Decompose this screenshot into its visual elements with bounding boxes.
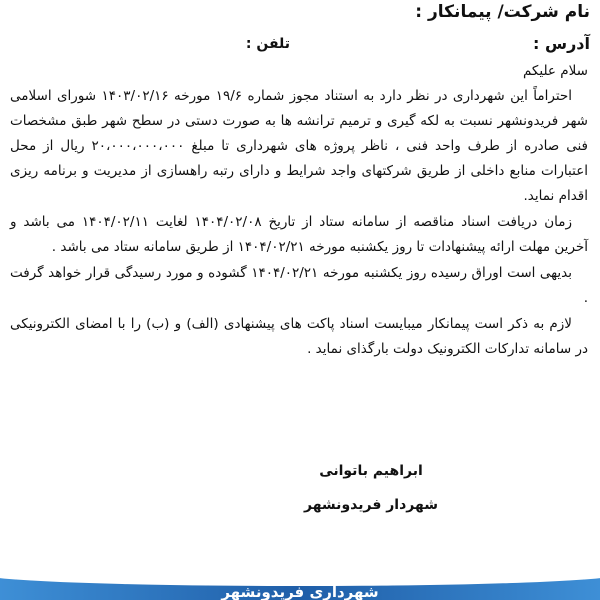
paragraph-opening-date: بدیهی است اوراق رسیده روز یکشنبه مورخه ۱۴۰۴/۰۲/۲۱ گشوده و مورد رسیدگی قرار خواهد گرفت . [10, 265, 588, 306]
banner-text: شهرداری فریدونشهر [221, 583, 379, 600]
letter-body [10, 84, 588, 363]
paragraph-tender-intro: احتراماً این شهرداری در نظر دارد به استناد مجوز شماره ۱۹/۶ مورخه ۱۴۰۳/۰۲/۱۶ شورای اسلامی شهر فریدونشهر نسبت به لکه گیری و ترمیم ترانشه ها به صورت دستی در سطح شهر طبق مشخصات فنی صادره از طرف واحد فنی ، ناظر پروژه های شهرداری تا مبلغ ۲۰،۰۰۰،۰۰۰،۰۰۰ ریال از محل اعتبارات منابع داخلی از طریق شرکتهای واجد شرایط و دارای رتبه راهسازی از مدیریت و برنامه ریزی اقدام نماید. [10, 88, 588, 204]
address-label: آدرس : [533, 34, 590, 53]
phone-label: تلفن : [245, 36, 290, 52]
signature-block [142, 454, 600, 522]
company-label: نام شرکت/ پیمانکار : [415, 2, 590, 22]
footer-banner [0, 576, 600, 600]
paragraph-electronic-signature: لازم به ذکر است پیمانکار میبایست اسناد پاکت های پیشنهادی (الف) و (ب) را با امضای الکترونیکی در سامانه تدارکات الکترونیک دولت بارگذای نماید . [10, 316, 588, 357]
signatory-name: ابراهیم باتوانی [319, 463, 423, 479]
greeting: سلام علیکم [522, 63, 588, 79]
signatory-title: شهردار فریدونشهر [303, 497, 438, 513]
paragraph-document-dates: زمان دریافت اسناد مناقصه از سامانه ستاد از تاریخ ۱۴۰۴/۰۲/۰۸ لغایت ۱۴۰۴/۰۲/۱۱ می باشد و آخرین مهلت ارائه پیشنهادات تا روز یکشنبه مورخه ۱۴۰۴/۰۲/۲۱ از طریق سامانه ستاد می باشد . [10, 214, 588, 255]
